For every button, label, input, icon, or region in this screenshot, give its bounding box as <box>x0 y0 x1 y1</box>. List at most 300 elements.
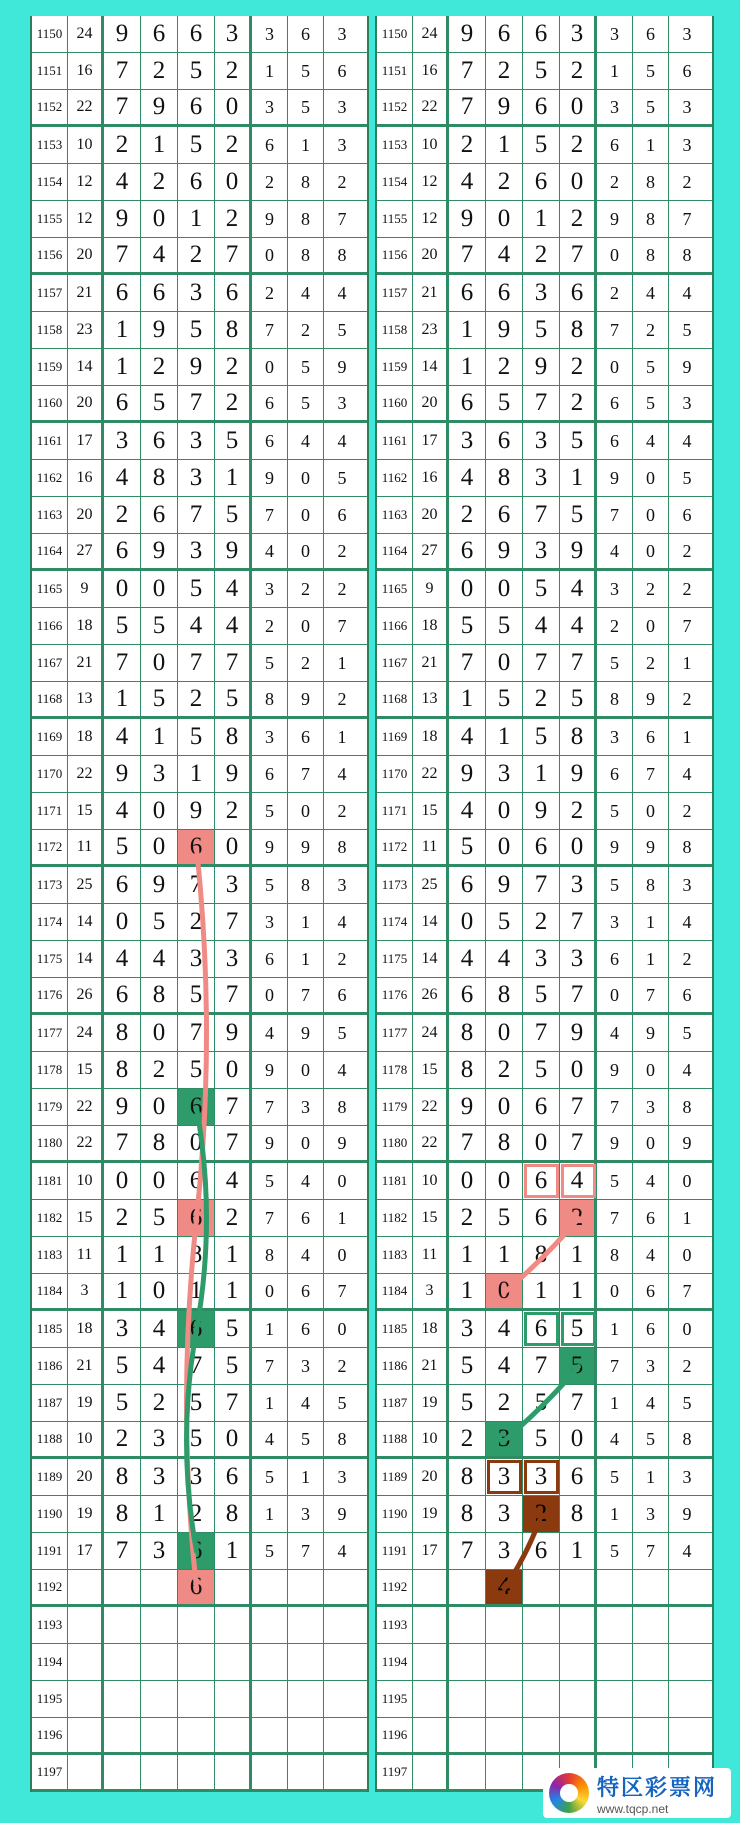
digit-4: 1 <box>215 1533 252 1569</box>
table-row <box>32 1459 367 1496</box>
digit-3: 3 <box>178 460 215 496</box>
sum-value: 19 <box>68 1385 104 1421</box>
tail-3: 3 <box>337 874 347 895</box>
digit-3: 6 <box>523 164 560 200</box>
digit-3: 0 <box>523 1126 560 1160</box>
digit-1: 9 <box>104 756 141 792</box>
tail-3: 5 <box>337 467 347 488</box>
table-row <box>32 1718 367 1755</box>
tail-2: 4 <box>288 1163 324 1199</box>
sum-value: 10 <box>413 1422 449 1456</box>
digit-1: 0 <box>104 904 141 940</box>
digit-4: 7 <box>560 1089 597 1125</box>
digit-3: 6 <box>178 1533 215 1569</box>
tail-1 <box>252 1607 288 1643</box>
sum-value <box>68 1607 104 1643</box>
digit-4: 2 <box>215 349 252 385</box>
tail-3: 7 <box>682 1280 692 1301</box>
sum-value: 20 <box>68 497 104 533</box>
sum-value: 18 <box>413 1311 449 1347</box>
period-number: 1182 <box>32 1200 68 1236</box>
period-number: 1197 <box>32 1755 68 1789</box>
digit-2: 2 <box>141 1052 178 1088</box>
tail-1: 0 <box>597 1274 633 1308</box>
digit-3: 1 <box>178 201 215 237</box>
digit-2 <box>486 1644 523 1680</box>
tail-2: 6 <box>633 1200 669 1236</box>
digit-4: 4 <box>215 1163 252 1199</box>
digit-1: 5 <box>104 830 141 864</box>
tail-2: 5 <box>288 349 324 385</box>
tail-1: 7 <box>597 312 633 348</box>
tail-3 <box>324 1607 360 1643</box>
tail-2: 3 <box>288 1496 324 1532</box>
digit-3: 5 <box>523 53 560 89</box>
tail-2: 1 <box>288 904 324 940</box>
period-number: 1170 <box>32 756 68 792</box>
digit-3: 7 <box>523 1348 560 1384</box>
tail-2: 5 <box>288 53 324 89</box>
digit-2: 1 <box>141 127 178 163</box>
digit-3: 9 <box>178 793 215 829</box>
digit-2: 6 <box>141 423 178 459</box>
tail-3 <box>324 1570 360 1604</box>
digit-4 <box>215 1755 252 1789</box>
table-row <box>377 1126 712 1163</box>
period-number: 1181 <box>32 1163 68 1199</box>
tail-1: 3 <box>597 904 633 940</box>
tail-2: 1 <box>633 1459 669 1495</box>
sum-value: 20 <box>413 1459 449 1495</box>
tail-3: 2 <box>682 171 692 192</box>
sum-value: 20 <box>68 386 104 420</box>
digit-2: 3 <box>486 1496 523 1532</box>
digit-4: 7 <box>560 904 597 940</box>
digit-2: 4 <box>486 1570 523 1604</box>
digit-2: 5 <box>486 682 523 716</box>
digit-1: 1 <box>449 1274 486 1308</box>
digit-4: 0 <box>560 164 597 200</box>
sum-value: 14 <box>68 349 104 385</box>
tail-2: 4 <box>633 1237 669 1273</box>
table-row <box>377 1681 712 1718</box>
site-logo[interactable] <box>543 1768 731 1818</box>
table-row <box>32 1755 367 1792</box>
digit-2: 0 <box>141 1089 178 1125</box>
tail-3: 7 <box>682 615 692 636</box>
digit-1: 4 <box>449 164 486 200</box>
digit-3: 6 <box>178 90 215 124</box>
digit-3: 6 <box>523 1089 560 1125</box>
sum-value: 17 <box>413 423 449 459</box>
tail-2: 6 <box>633 1274 669 1308</box>
tail-1: 6 <box>252 127 288 163</box>
digit-3: 5 <box>178 978 215 1012</box>
sum-value: 19 <box>413 1385 449 1421</box>
digit-4 <box>560 1607 597 1643</box>
digit-3: 7 <box>178 386 215 420</box>
digit-1: 6 <box>449 275 486 311</box>
sum-value: 21 <box>68 645 104 681</box>
digit-3: 5 <box>523 978 560 1012</box>
period-number: 1151 <box>377 53 413 89</box>
sum-value: 19 <box>68 1496 104 1532</box>
digit-3 <box>523 1681 560 1717</box>
table-row <box>377 1570 712 1607</box>
period-number: 1172 <box>377 830 413 864</box>
digit-1: 3 <box>104 423 141 459</box>
digit-2: 8 <box>141 1126 178 1160</box>
sum-value <box>413 1718 449 1752</box>
period-number: 1191 <box>32 1533 68 1569</box>
digit-2: 5 <box>486 904 523 940</box>
digit-3: 0 <box>178 1126 215 1160</box>
table-row <box>377 1496 712 1533</box>
sum-value: 9 <box>413 571 449 607</box>
tail-2: 6 <box>633 719 669 755</box>
digit-3 <box>178 1681 215 1717</box>
digit-4: 8 <box>560 719 597 755</box>
table-row <box>32 941 367 978</box>
period-number: 1173 <box>377 867 413 903</box>
sum-value: 3 <box>68 1274 104 1308</box>
digit-1: 0 <box>104 1163 141 1199</box>
sum-value: 24 <box>413 16 449 52</box>
digit-4: 4 <box>215 608 252 644</box>
digit-2: 5 <box>486 608 523 644</box>
tail-3: 4 <box>682 763 692 784</box>
tail-3: 4 <box>337 282 347 303</box>
tail-1: 5 <box>597 867 633 903</box>
tail-2 <box>288 1681 324 1717</box>
digit-3: 3 <box>523 275 560 311</box>
digit-2: 4 <box>141 941 178 977</box>
tail-2: 0 <box>288 460 324 496</box>
sum-value: 17 <box>68 1533 104 1569</box>
digit-4 <box>560 1718 597 1752</box>
logo-ring-icon <box>549 1773 589 1813</box>
tail-3: 2 <box>682 578 692 599</box>
tail-2: 3 <box>288 1089 324 1125</box>
digit-1: 8 <box>449 1459 486 1495</box>
sum-value: 18 <box>68 608 104 644</box>
tail-3: 4 <box>337 1540 347 1561</box>
tail-2: 9 <box>288 1015 324 1051</box>
digit-1: 4 <box>104 793 141 829</box>
table-row <box>32 978 367 1015</box>
tail-1 <box>252 1570 288 1604</box>
digit-3: 7 <box>523 645 560 681</box>
digit-2: 3 <box>141 1533 178 1569</box>
digit-4: 9 <box>560 756 597 792</box>
digit-3: 6 <box>523 16 560 52</box>
table-row <box>32 90 367 127</box>
right-lottery-grid <box>375 16 714 1792</box>
digit-1: 3 <box>449 423 486 459</box>
sum-value <box>413 1755 449 1789</box>
digit-4: 5 <box>215 497 252 533</box>
table-row <box>32 1385 367 1422</box>
digit-3: 5 <box>178 1052 215 1088</box>
digit-3: 5 <box>178 312 215 348</box>
digit-1: 5 <box>104 608 141 644</box>
digit-4 <box>560 1570 597 1604</box>
digit-3 <box>523 1644 560 1680</box>
tail-1: 8 <box>252 1237 288 1273</box>
period-number: 1160 <box>32 386 68 420</box>
tail-1: 8 <box>252 682 288 716</box>
digit-2: 6 <box>141 16 178 52</box>
digit-1: 2 <box>449 1200 486 1236</box>
digit-2: 2 <box>486 1052 523 1088</box>
tail-1: 5 <box>252 1459 288 1495</box>
table-row <box>32 719 367 756</box>
tail-3: 6 <box>337 60 347 81</box>
logo-title: 特区彩票网 <box>597 1774 718 1800</box>
period-number: 1193 <box>32 1607 68 1643</box>
period-number: 1181 <box>377 1163 413 1199</box>
period-number: 1189 <box>32 1459 68 1495</box>
digit-3: 3 <box>178 423 215 459</box>
digit-1: 6 <box>449 386 486 420</box>
digit-4: 7 <box>215 238 252 272</box>
digit-1: 1 <box>449 312 486 348</box>
digit-2 <box>486 1755 523 1789</box>
digit-1: 8 <box>449 1015 486 1051</box>
digit-4: 2 <box>215 53 252 89</box>
digit-4: 3 <box>560 867 597 903</box>
tail-2: 3 <box>633 1348 669 1384</box>
tail-3: 0 <box>337 1244 347 1265</box>
period-number: 1161 <box>32 423 68 459</box>
period-number: 1157 <box>32 275 68 311</box>
digit-1: 5 <box>104 1348 141 1384</box>
tail-2: 1 <box>633 941 669 977</box>
digit-3: 6 <box>523 1533 560 1569</box>
sum-value: 15 <box>413 793 449 829</box>
tail-3: 8 <box>337 1428 347 1449</box>
period-number: 1176 <box>32 978 68 1012</box>
digit-1: 1 <box>449 1237 486 1273</box>
tail-3: 7 <box>682 208 692 229</box>
table-row <box>377 90 712 127</box>
period-number: 1179 <box>32 1089 68 1125</box>
period-number: 1164 <box>32 534 68 568</box>
digit-1 <box>104 1755 141 1789</box>
table-row <box>32 1496 367 1533</box>
tail-3 <box>324 1718 360 1752</box>
table-row <box>32 608 367 645</box>
digit-4: 5 <box>560 423 597 459</box>
digit-4: 1 <box>215 1237 252 1273</box>
sum-value: 22 <box>413 1089 449 1125</box>
tail-1: 5 <box>597 1533 633 1569</box>
tail-3 <box>669 1718 705 1752</box>
tail-2: 7 <box>288 1533 324 1569</box>
table-row <box>377 608 712 645</box>
tail-1: 1 <box>252 1385 288 1421</box>
tail-3 <box>669 1570 705 1604</box>
tail-1: 3 <box>597 90 633 124</box>
digit-3: 3 <box>178 1459 215 1495</box>
period-number: 1184 <box>377 1274 413 1308</box>
digit-3: 4 <box>523 608 560 644</box>
tail-3: 2 <box>682 800 692 821</box>
digit-4: 3 <box>215 867 252 903</box>
digit-4: 7 <box>215 1089 252 1125</box>
period-number: 1173 <box>32 867 68 903</box>
digit-1: 9 <box>449 16 486 52</box>
table-row <box>32 312 367 349</box>
digit-2: 0 <box>486 1015 523 1051</box>
tail-1: 6 <box>252 386 288 420</box>
digit-4: 7 <box>215 978 252 1012</box>
digit-4: 9 <box>215 1015 252 1051</box>
table-row <box>32 1570 367 1607</box>
digit-3: 3 <box>523 423 560 459</box>
sum-value: 22 <box>68 1126 104 1160</box>
digit-2: 1 <box>486 1237 523 1273</box>
tail-3: 2 <box>682 688 692 709</box>
digit-2: 0 <box>141 1163 178 1199</box>
digit-1 <box>104 1607 141 1643</box>
digit-4 <box>215 1607 252 1643</box>
period-number: 1195 <box>377 1681 413 1717</box>
digit-2: 6 <box>141 275 178 311</box>
tail-2: 4 <box>288 275 324 311</box>
sum-value: 26 <box>68 978 104 1012</box>
tail-1: 3 <box>597 719 633 755</box>
digit-1: 4 <box>104 941 141 977</box>
period-number: 1158 <box>32 312 68 348</box>
digit-3: 2 <box>178 682 215 716</box>
tail-2: 2 <box>288 312 324 348</box>
digit-2: 6 <box>486 16 523 52</box>
tail-2: 6 <box>288 719 324 755</box>
digit-1: 1 <box>104 682 141 716</box>
sum-value: 25 <box>68 867 104 903</box>
tail-1: 9 <box>252 201 288 237</box>
sum-value: 16 <box>413 53 449 89</box>
tail-1 <box>252 1718 288 1752</box>
tail-3: 3 <box>337 134 347 155</box>
tail-1 <box>252 1755 288 1789</box>
table-row <box>32 423 367 460</box>
tail-2: 1 <box>288 127 324 163</box>
digit-3 <box>178 1607 215 1643</box>
tail-3: 5 <box>337 1022 347 1043</box>
sum-value: 14 <box>68 904 104 940</box>
tail-1: 3 <box>252 90 288 124</box>
sum-value: 25 <box>413 867 449 903</box>
period-number: 1194 <box>377 1644 413 1680</box>
tail-1: 0 <box>252 238 288 272</box>
period-number: 1183 <box>377 1237 413 1273</box>
digit-1: 7 <box>104 1126 141 1160</box>
period-number: 1176 <box>377 978 413 1012</box>
digit-1: 4 <box>449 941 486 977</box>
digit-1: 0 <box>449 1163 486 1199</box>
digit-2: 5 <box>141 1200 178 1236</box>
tail-3: 3 <box>682 1466 692 1487</box>
tail-2: 2 <box>633 312 669 348</box>
tail-2: 8 <box>633 201 669 237</box>
tail-3: 2 <box>337 171 347 192</box>
tail-3: 5 <box>682 1392 692 1413</box>
digit-3: 2 <box>523 904 560 940</box>
digit-3: 2 <box>178 238 215 272</box>
tail-2: 8 <box>633 867 669 903</box>
table-row <box>32 1200 367 1237</box>
tail-1: 2 <box>252 608 288 644</box>
table-row <box>377 941 712 978</box>
table-row <box>377 53 712 90</box>
tail-2: 9 <box>633 830 669 864</box>
digit-4: 5 <box>215 423 252 459</box>
tail-1: 5 <box>597 793 633 829</box>
digit-1 <box>104 1570 141 1604</box>
tail-1: 2 <box>597 164 633 200</box>
table-row <box>377 238 712 275</box>
digit-3: 3 <box>523 534 560 568</box>
period-number: 1163 <box>32 497 68 533</box>
digit-3: 3 <box>178 534 215 568</box>
tail-3: 7 <box>337 1280 347 1301</box>
tail-1: 2 <box>597 275 633 311</box>
period-number: 1171 <box>32 793 68 829</box>
tail-1 <box>252 1644 288 1680</box>
tail-2: 4 <box>633 275 669 311</box>
sum-value <box>413 1607 449 1643</box>
period-number: 1186 <box>377 1348 413 1384</box>
period-number: 1188 <box>32 1422 68 1456</box>
tail-1: 1 <box>597 53 633 89</box>
table-row <box>32 830 367 867</box>
sum-value: 16 <box>68 460 104 496</box>
period-number: 1163 <box>377 497 413 533</box>
digit-3: 6 <box>523 1200 560 1236</box>
tail-2: 9 <box>633 682 669 716</box>
digit-2: 1 <box>486 127 523 163</box>
digit-1: 8 <box>449 1052 486 1088</box>
digit-1: 5 <box>449 1348 486 1384</box>
tail-2: 4 <box>633 1385 669 1421</box>
digit-3: 5 <box>178 127 215 163</box>
tail-2: 0 <box>633 497 669 533</box>
digit-1 <box>449 1681 486 1717</box>
sum-value: 9 <box>68 571 104 607</box>
sum-value: 10 <box>68 127 104 163</box>
digit-3: 1 <box>523 756 560 792</box>
table-row <box>32 16 367 53</box>
tail-3 <box>324 1681 360 1717</box>
table-row <box>32 1681 367 1718</box>
digit-2: 9 <box>141 90 178 124</box>
digit-3: 2 <box>523 238 560 272</box>
table-row <box>377 719 712 756</box>
digit-4: 7 <box>560 978 597 1012</box>
sum-value: 18 <box>413 719 449 755</box>
digit-2: 6 <box>486 275 523 311</box>
table-row <box>32 386 367 423</box>
digit-2: 3 <box>141 1422 178 1456</box>
digit-1: 9 <box>449 1089 486 1125</box>
digit-2 <box>141 1681 178 1717</box>
table-row <box>32 793 367 830</box>
digit-2: 1 <box>141 1496 178 1532</box>
period-number: 1179 <box>377 1089 413 1125</box>
left-lottery-grid <box>30 16 369 1792</box>
